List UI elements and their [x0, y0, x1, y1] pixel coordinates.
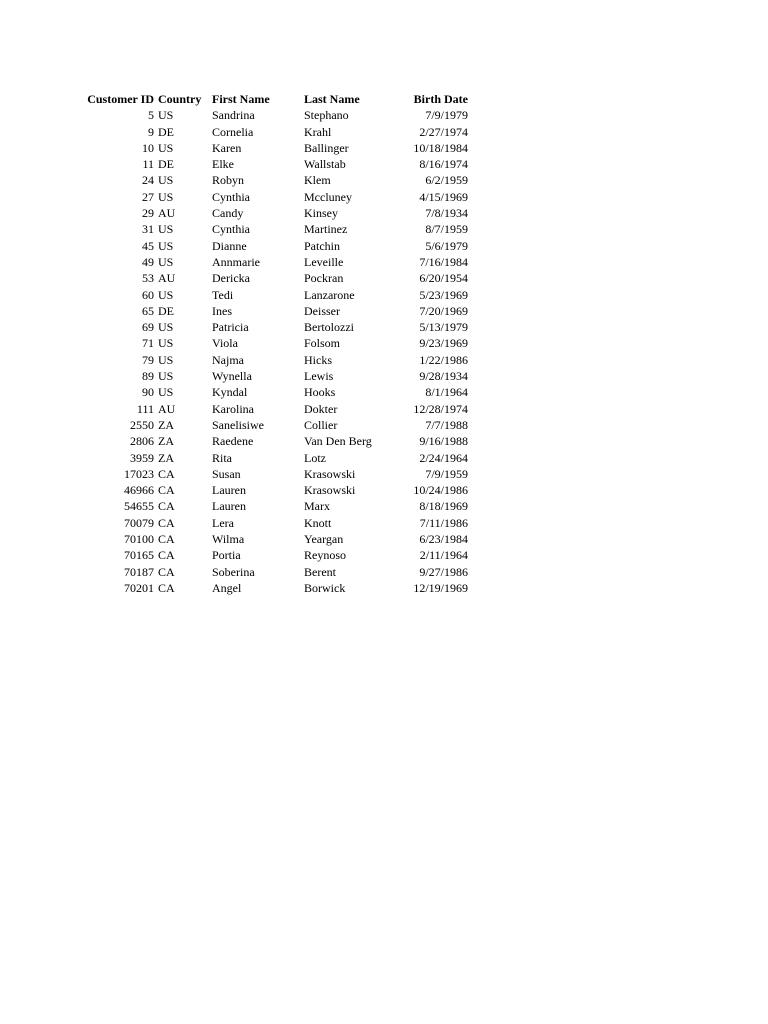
cell-birth-date: 6/2/1959 — [425, 173, 468, 188]
cell-country: CA — [158, 466, 175, 481]
cell-customer-id: 70100 — [124, 532, 154, 547]
cell-country: CA — [158, 515, 175, 530]
cell-first-name: Najma — [212, 352, 244, 367]
cell-customer-id: 53 — [142, 271, 154, 286]
cell-first-name: Wynella — [212, 369, 252, 384]
cell-customer-id: 10 — [142, 140, 154, 155]
cell-customer-id: 70165 — [124, 548, 154, 563]
header-first-name: First Name — [212, 92, 270, 106]
cell-customer-id: 79 — [142, 352, 154, 367]
cell-country: AU — [158, 271, 176, 286]
cell-birth-date: 2/24/1964 — [419, 450, 468, 465]
cell-country: CA — [158, 532, 175, 547]
cell-customer-id: 31 — [142, 222, 154, 237]
cell-country: CA — [158, 499, 175, 514]
cell-last-name: Reynoso — [304, 548, 346, 563]
cell-customer-id: 46966 — [124, 483, 154, 498]
cell-last-name: Bertolozzi — [304, 320, 354, 335]
cell-first-name: Wilma — [212, 532, 245, 547]
cell-country: US — [158, 369, 174, 384]
cell-last-name: Kinsey — [304, 206, 338, 221]
cell-country: ZA — [158, 434, 174, 449]
table-row — [80, 124, 468, 140]
table-row — [80, 580, 468, 596]
cell-birth-date: 2/11/1964 — [419, 548, 468, 563]
cell-birth-date: 9/23/1969 — [419, 336, 468, 351]
header-country: Country — [158, 92, 202, 106]
cell-first-name: Lera — [212, 515, 234, 530]
cell-country: ZA — [158, 450, 174, 465]
table-row — [80, 547, 468, 563]
cell-country: CA — [158, 564, 175, 579]
cell-birth-date: 4/15/1969 — [419, 189, 468, 204]
cell-first-name: Elke — [212, 157, 234, 172]
cell-country: US — [158, 189, 174, 204]
cell-first-name: Kyndal — [212, 385, 248, 400]
cell-birth-date: 6/20/1954 — [419, 271, 468, 286]
cell-birth-date: 1/22/1986 — [419, 352, 468, 367]
cell-customer-id: 54655 — [124, 499, 154, 514]
cell-country: AU — [158, 206, 176, 221]
cell-first-name: Sanelisiwe — [212, 417, 264, 432]
cell-first-name: Robyn — [212, 173, 245, 188]
cell-first-name: Lauren — [212, 483, 246, 498]
cell-first-name: Angel — [212, 580, 242, 595]
table-row — [80, 466, 468, 482]
cell-country: AU — [158, 401, 176, 416]
cell-last-name: Berent — [304, 564, 336, 579]
cell-first-name: Karen — [212, 140, 242, 155]
table-row — [80, 156, 468, 172]
table-row — [80, 401, 468, 417]
table-row — [80, 498, 468, 514]
cell-customer-id: 24 — [142, 173, 154, 188]
cell-customer-id: 9 — [148, 124, 154, 139]
table-row — [80, 368, 468, 384]
table-row — [80, 189, 468, 205]
cell-last-name: Yeargan — [304, 532, 344, 547]
table-body — [80, 107, 468, 596]
cell-customer-id: 3959 — [130, 450, 154, 465]
table-row — [80, 450, 468, 466]
cell-first-name: Viola — [212, 336, 238, 351]
cell-last-name: Hooks — [304, 385, 336, 400]
table-row — [80, 384, 468, 400]
cell-customer-id: 17023 — [124, 466, 154, 481]
cell-first-name: Susan — [212, 466, 241, 481]
cell-last-name: Mccluney — [304, 189, 352, 204]
cell-customer-id: 69 — [142, 320, 154, 335]
cell-last-name: Lotz — [304, 450, 326, 465]
cell-last-name: Klem — [304, 173, 331, 188]
cell-country: DE — [158, 303, 174, 318]
header-row — [80, 91, 468, 107]
cell-birth-date: 8/1/1964 — [425, 385, 468, 400]
table-row — [80, 417, 468, 433]
table-row — [80, 335, 468, 351]
cell-customer-id: 27 — [142, 189, 154, 204]
cell-last-name: Krasowski — [304, 466, 356, 481]
cell-customer-id: 70079 — [124, 515, 154, 530]
header-birth-date: Birth Date — [413, 92, 468, 106]
table-row — [80, 433, 468, 449]
cell-last-name: Wallstab — [304, 157, 346, 172]
cell-country: US — [158, 173, 174, 188]
table-header — [80, 91, 468, 107]
cell-birth-date: 5/6/1979 — [425, 238, 468, 253]
cell-customer-id: 11 — [142, 157, 154, 172]
cell-last-name: Pockran — [304, 271, 344, 286]
cell-first-name: Soberina — [212, 564, 255, 579]
cell-first-name: Dianne — [212, 238, 247, 253]
cell-country: US — [158, 222, 174, 237]
cell-country: US — [158, 108, 174, 123]
cell-country: CA — [158, 483, 175, 498]
cell-birth-date: 2/27/1974 — [419, 124, 468, 139]
customer-table — [80, 91, 468, 596]
table-row — [80, 254, 468, 270]
cell-first-name: Cynthia — [212, 189, 250, 204]
table-row — [80, 515, 468, 531]
cell-birth-date: 10/24/1986 — [413, 483, 468, 498]
cell-last-name: Dokter — [304, 401, 338, 416]
cell-last-name: Lanzarone — [304, 287, 355, 302]
table-row — [80, 287, 468, 303]
cell-customer-id: 70201 — [124, 580, 154, 595]
cell-first-name: Raedene — [212, 434, 254, 449]
cell-last-name: Borwick — [304, 580, 346, 595]
cell-birth-date: 9/27/1986 — [419, 564, 468, 579]
table-row — [80, 319, 468, 335]
cell-first-name: Sandrina — [212, 108, 255, 123]
cell-country: US — [158, 287, 174, 302]
cell-birth-date: 8/7/1959 — [425, 222, 468, 237]
cell-last-name: Ballinger — [304, 140, 349, 155]
cell-last-name: Krasowski — [304, 483, 356, 498]
table-row — [80, 140, 468, 156]
cell-birth-date: 10/18/1984 — [413, 140, 468, 155]
table-row — [80, 531, 468, 547]
cell-country: US — [158, 238, 174, 253]
cell-first-name: Rita — [212, 450, 232, 465]
cell-last-name: Krahl — [304, 124, 332, 139]
table-row — [80, 172, 468, 188]
cell-customer-id: 45 — [142, 238, 154, 253]
cell-last-name: Marx — [304, 499, 330, 514]
cell-first-name: Candy — [212, 206, 244, 221]
cell-birth-date: 5/13/1979 — [419, 320, 468, 335]
cell-first-name: Patricia — [212, 320, 249, 335]
table-row — [80, 564, 468, 580]
cell-country: ZA — [158, 417, 174, 432]
cell-country: CA — [158, 548, 175, 563]
cell-birth-date: 7/8/1934 — [425, 206, 468, 221]
cell-first-name: Ines — [212, 303, 232, 318]
cell-customer-id: 89 — [142, 369, 154, 384]
table-row — [80, 352, 468, 368]
cell-birth-date: 7/20/1969 — [419, 303, 468, 318]
cell-customer-id: 5 — [148, 108, 154, 123]
cell-customer-id: 2806 — [130, 434, 154, 449]
cell-country: US — [158, 140, 174, 155]
cell-first-name: Lauren — [212, 499, 246, 514]
cell-customer-id: 111 — [136, 401, 154, 416]
cell-customer-id: 60 — [142, 287, 154, 302]
cell-first-name: Tedi — [212, 287, 234, 302]
cell-birth-date: 12/19/1969 — [413, 580, 468, 595]
cell-country: DE — [158, 157, 174, 172]
cell-birth-date: 5/23/1969 — [419, 287, 468, 302]
cell-birth-date: 7/7/1988 — [425, 417, 468, 432]
cell-country: CA — [158, 580, 175, 595]
cell-last-name: Stephano — [304, 108, 349, 123]
cell-first-name: Dericka — [212, 271, 250, 286]
cell-customer-id: 70187 — [124, 564, 154, 579]
cell-birth-date: 8/18/1969 — [419, 499, 468, 514]
cell-first-name: Annmarie — [212, 254, 260, 269]
cell-last-name: Leveille — [304, 254, 344, 269]
cell-customer-id: 71 — [142, 336, 154, 351]
header-last-name: Last Name — [304, 92, 360, 106]
table-row — [80, 238, 468, 254]
cell-country: US — [158, 254, 174, 269]
table-row — [80, 482, 468, 498]
cell-country: US — [158, 352, 174, 367]
table-row — [80, 221, 468, 237]
cell-customer-id: 29 — [142, 206, 154, 221]
cell-birth-date: 7/9/1979 — [425, 108, 468, 123]
cell-country: US — [158, 336, 174, 351]
cell-birth-date: 7/9/1959 — [425, 466, 468, 481]
header-customer-id: Customer ID — [87, 92, 154, 106]
cell-birth-date: 9/16/1988 — [419, 434, 468, 449]
cell-birth-date: 7/11/1986 — [419, 515, 468, 530]
table-row — [80, 107, 468, 123]
cell-birth-date: 9/28/1934 — [419, 369, 468, 384]
cell-last-name: Patchin — [304, 238, 340, 253]
cell-last-name: Collier — [304, 417, 338, 432]
cell-birth-date: 7/16/1984 — [419, 254, 468, 269]
cell-last-name: Folsom — [304, 336, 341, 351]
cell-first-name: Cornelia — [212, 124, 254, 139]
cell-country: US — [158, 385, 174, 400]
cell-last-name: Martinez — [304, 222, 348, 237]
cell-last-name: Deisser — [304, 303, 340, 318]
cell-first-name: Portia — [212, 548, 241, 563]
cell-first-name: Cynthia — [212, 222, 250, 237]
cell-last-name: Lewis — [304, 369, 334, 384]
cell-birth-date: 8/16/1974 — [419, 157, 468, 172]
cell-first-name: Karolina — [212, 401, 254, 416]
cell-customer-id: 65 — [142, 303, 154, 318]
table-row — [80, 270, 468, 286]
cell-last-name: Hicks — [304, 352, 332, 367]
cell-country: US — [158, 320, 174, 335]
cell-last-name: Knott — [304, 515, 332, 530]
cell-birth-date: 12/28/1974 — [413, 401, 468, 416]
cell-customer-id: 90 — [142, 385, 154, 400]
table-row — [80, 205, 468, 221]
table-row — [80, 303, 468, 319]
cell-country: DE — [158, 124, 174, 139]
cell-last-name: Van Den Berg — [304, 434, 372, 449]
customer-sheet — [80, 91, 468, 596]
cell-birth-date: 6/23/1984 — [419, 532, 468, 547]
cell-customer-id: 49 — [142, 254, 154, 269]
cell-customer-id: 2550 — [130, 417, 154, 432]
